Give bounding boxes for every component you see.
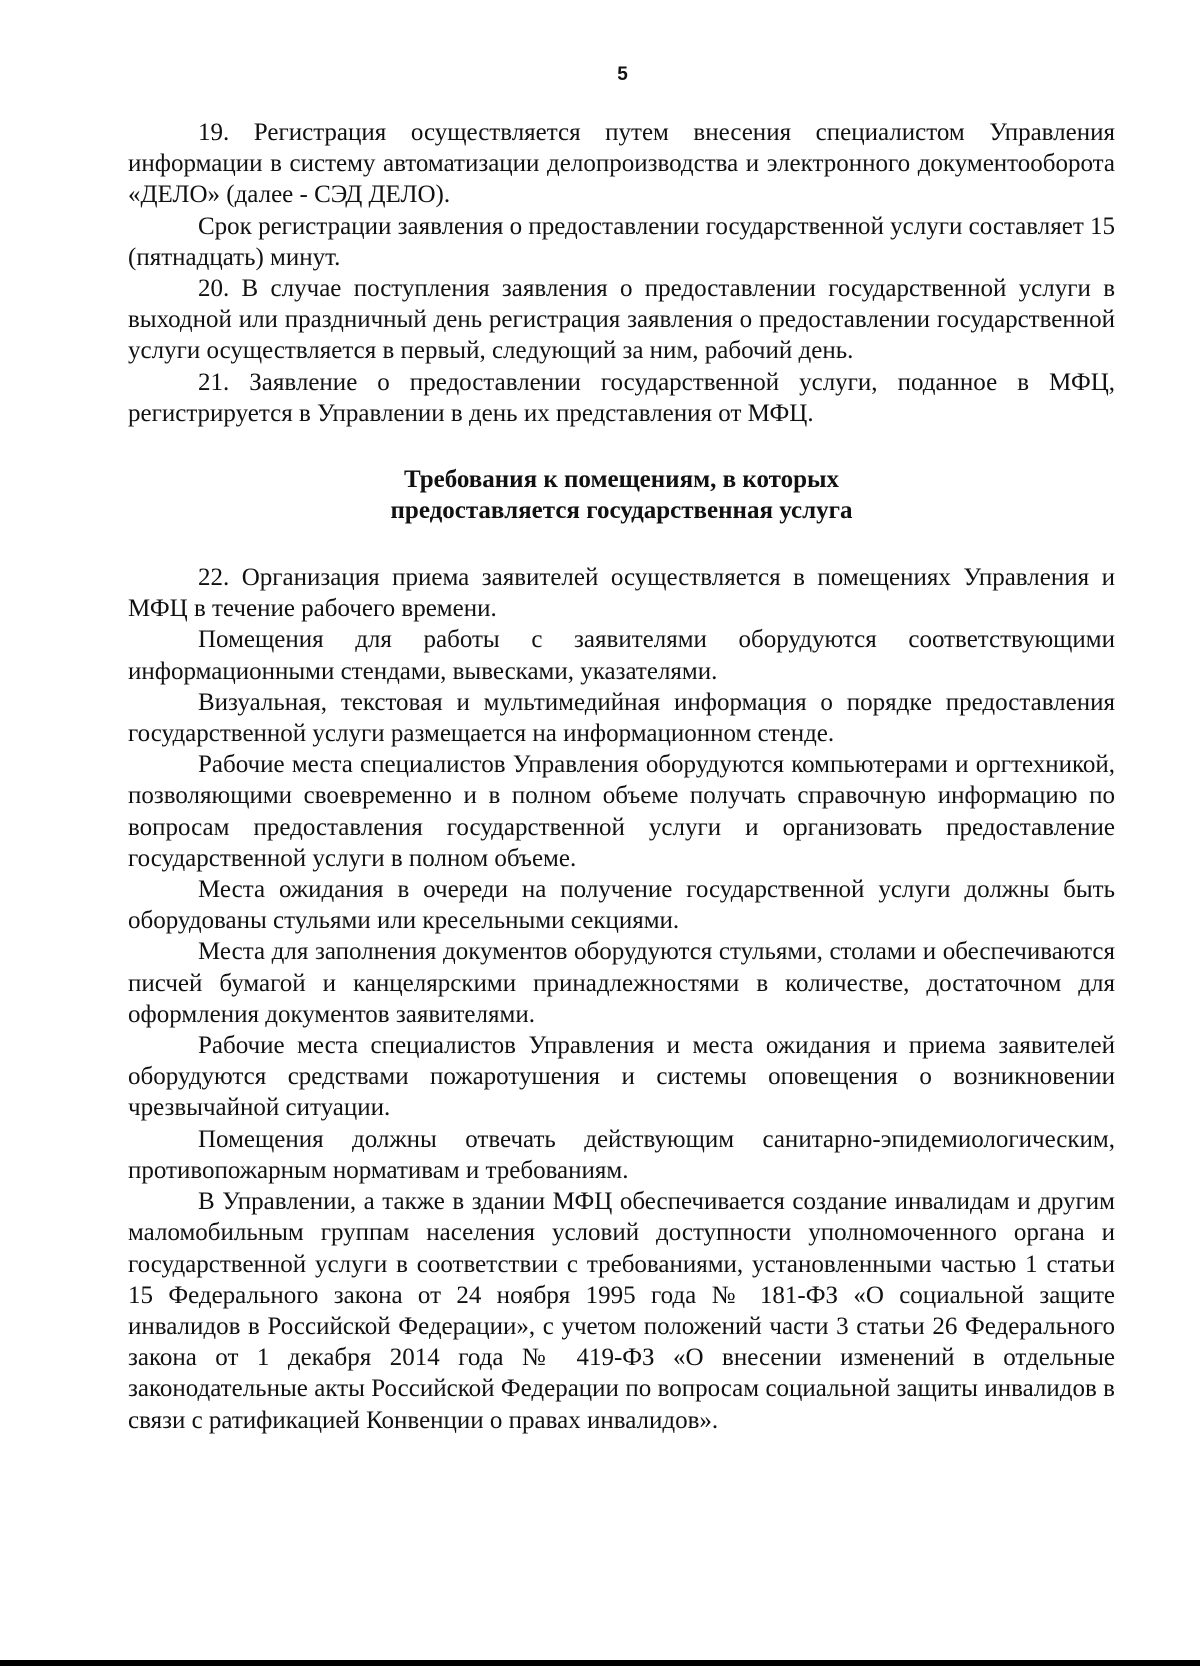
paragraph-workplaces: Рабочие места специалистов Управления оборудуются компьютерами и оргтехникой, позволяющими своевременно и в полном объеме получать справочную информацию по вопросам предоставления государственной услуги и организовать предоставление государственной услуги в полном объеме.: [128, 751, 1115, 872]
section-heading-line-1: Требования к помещениям, в которых: [404, 466, 839, 494]
paragraph-document-filling: Места для заполнения документов оборудуются стульями, столами и обеспечиваются писчей бумагой и канцелярскими принадлежностями в количестве, достаточном для оформления документов заявителями.: [128, 938, 1115, 1028]
scan-bottom-edge: [0, 1660, 1200, 1666]
paragraph-20: 20. В случае поступления заявления о предоставлении государственной услуги в выходной или праздничный день регистрация заявления о предоставлении государственной услуги осуществляется в первый, следующий за ним, рабочий день.: [128, 275, 1115, 365]
paragraph-accessibility: В Управлении, а также в здании МФЦ обеспечивается создание инвалидам и другим маломобильным группам населения условий доступности уполномоченного органа и государственной услуги в соответствии с требованиями, установленными частью 1 статьи 15 Федерального закона от 24 ноября 1995 года № 181-ФЗ «О социальной защите инвалидов в Российской Федерации», с учетом положений части 3 статьи 26 Федерального закона от 1 декабря 2014 года № 419-ФЗ «О внесении изменений в отдельные законодательные акты Российской Федерации по вопросам социальной защиты инвалидов в связи с ратификацией Конвенции о правах инвалидов».: [128, 1188, 1115, 1434]
paragraph-registration-term: Срок регистрации заявления о предоставлении государственной услуги составляет 15 (пятнадцать) минут.: [128, 212, 1115, 271]
document-body: [128, 117, 1115, 1436]
paragraph-21: 21. Заявление о предоставлении государственной услуги, поданное в МФЦ, регистрируется в Управлении в день их представления от МФЦ.: [128, 368, 1115, 427]
paragraph-sanitary-norms: Помещения должны отвечать действующим санитарно-эпидемиологическим, противопожарным нормативам и требованиям.: [128, 1125, 1115, 1184]
paragraph-19: 19. Регистрация осуществляется путем внесения специалистом Управления информации в систему автоматизации делопроизводства и электронного документооборота «ДЕЛО» (далее - СЭД ДЕЛО).: [128, 119, 1115, 209]
page-number: 5: [617, 64, 628, 85]
paragraph-visual-info: Визуальная, текстовая и мультимедийная информация о порядке предоставления государственной услуги размещается на информационном стенде.: [128, 688, 1115, 748]
section-heading-line-2: предоставляется государственная услуга: [390, 497, 853, 525]
paragraph-22: 22. Организация приема заявителей осуществляется в помещениях Управления и МФЦ в течение рабочего времени.: [128, 564, 1115, 623]
paragraph-fire-safety: Рабочие места специалистов Управления и места ожидания и приема заявителей оборудуются средствами пожаротушения и системы оповещения о возникновении чрезвычайной ситуации.: [128, 1032, 1115, 1122]
paragraph-info-stands: Помещения для работы с заявителями оборудуются соответствующими информационными стендами, вывесками, указателями.: [128, 626, 1115, 685]
section-heading: [128, 464, 1115, 526]
paragraph-waiting-areas: Места ожидания в очереди на получение государственной услуги должны быть оборудованы стульями или кресельными секциями.: [128, 876, 1115, 935]
